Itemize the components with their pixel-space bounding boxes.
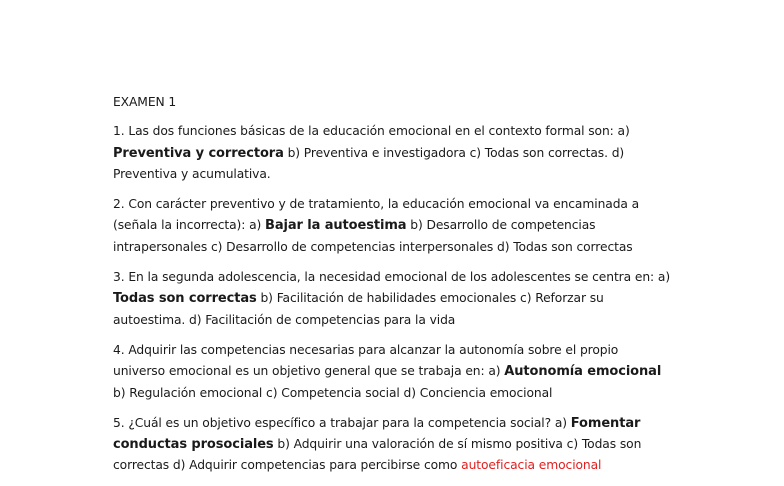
question-text: 2. Con carácter preventivo y de tratamiento, la educación emocional va encaminada a (señala la incorrecta): a) — [113, 197, 640, 233]
correct-answer: Autonomía emocional — [504, 364, 662, 380]
question-text: 5. ¿Cuál es un objetivo específico a trabajar para la competencia social? a) — [113, 415, 571, 430]
question-4 — [113, 340, 673, 404]
correct-answer: Todas son correctas — [113, 291, 257, 307]
correct-answer: Fomentar conductas prosociales — [113, 415, 641, 453]
other-options: b) Adquirir una valoración de sí mismo positiva c) Todas son correctas d) Adquirir competencias para percibirse como — [113, 437, 642, 473]
question-3 — [113, 267, 673, 331]
question-text: 4. Adquirir las competencias necesarias para alcanzar la autonomía sobre el propio universo emocional es un objetivo general que se trabaja en: a) — [113, 342, 619, 379]
question-1 — [113, 121, 673, 185]
question-5 — [113, 413, 673, 477]
other-options: b) Facilitación de habilidades emocionales c) Reforzar su autoestima. d) Facilitación de competencias para la vida — [113, 291, 604, 327]
question-text: 1. Las dos funciones básicas de la educación emocional en el contexto formal son: a) — [113, 124, 630, 139]
correct-answer: Bajar la autoestima — [265, 218, 407, 234]
exam-title: EXAMEN 1 — [113, 95, 177, 109]
other-options: b) Preventiva e investigadora c) Todas son correctas. d) Preventiva y acumulativa. — [113, 145, 625, 181]
other-options: b) Desarrollo de competencias intrapersonales c) Desarrollo de competencias interpersonales d) Todas son correctas — [113, 218, 633, 254]
document-body — [113, 92, 673, 486]
other-options: b) Regulación emocional c) Competencia social d) Conciencia emocional — [113, 385, 553, 400]
highlighted-text: autoeficacia emocional — [461, 458, 602, 473]
question-text: 3. En la segunda adolescencia, la necesidad emocional de los adolescentes se centra en: a) — [113, 270, 671, 285]
correct-answer: Preventiva y correctora — [113, 145, 284, 161]
question-2 — [113, 194, 673, 258]
